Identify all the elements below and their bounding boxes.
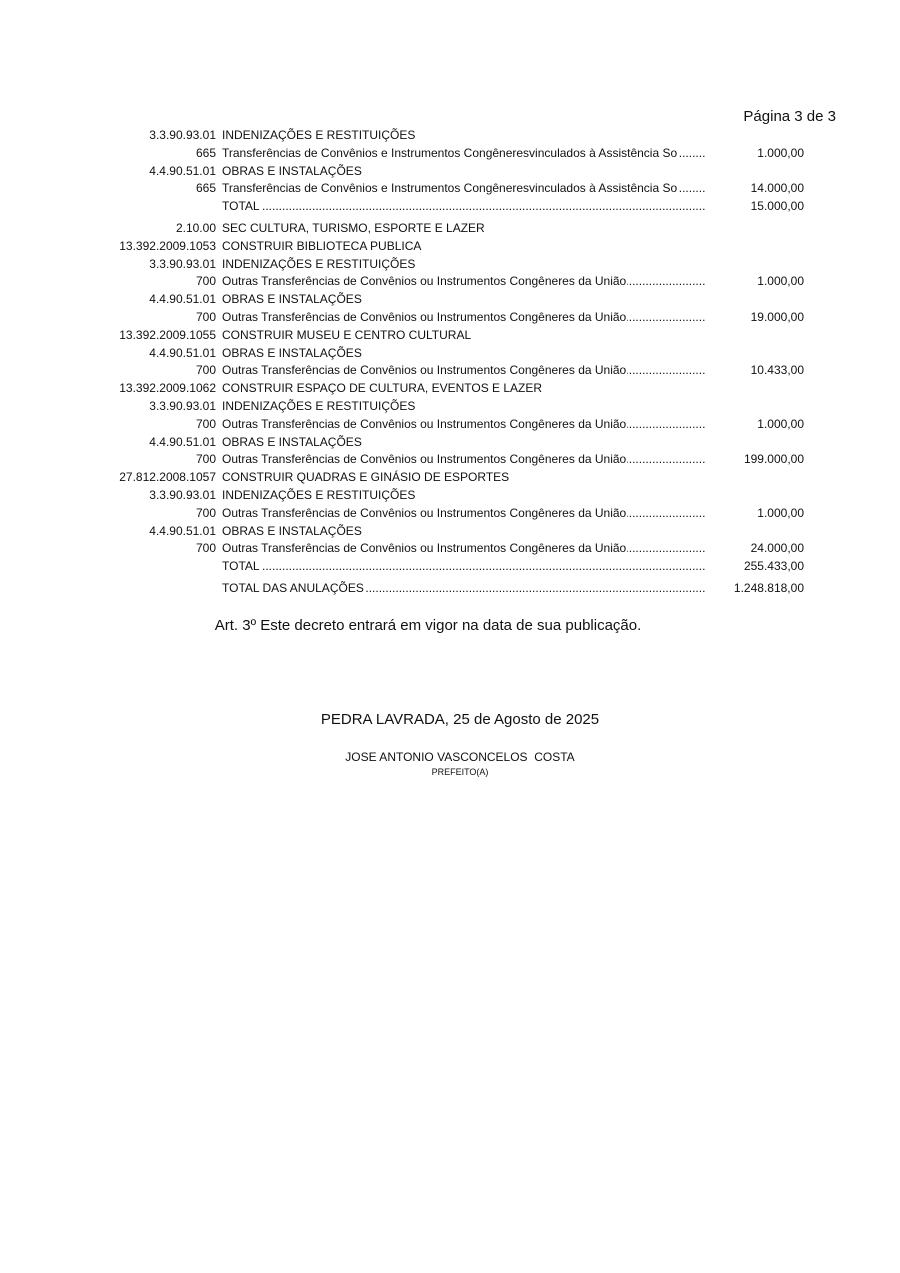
row-code: 4.4.90.51.01	[149, 292, 216, 307]
row-code: 4.4.90.51.01	[149, 523, 216, 538]
row-code: 13.392.2009.1053	[119, 238, 216, 253]
row-description: INDENIZAÇÕES E RESTITUIÇÕES	[222, 487, 416, 502]
row-description: INDENIZAÇÕES E RESTITUIÇÕES	[222, 128, 416, 142]
row-description: CONSTRUIR BIBLIOTECA PUBLICA	[222, 238, 422, 253]
row-value: 10.433,00	[750, 363, 804, 378]
page-number: Página 3 de 3	[743, 108, 836, 125]
table-row	[0, 451, 900, 469]
row-description: OBRAS E INSTALAÇÕES	[222, 163, 362, 178]
row-description: Outras Transferências de Convênios ou Instrumentos Congêneres da União .....	[222, 362, 706, 380]
row-code: 3.3.90.93.01	[149, 487, 216, 502]
table-row	[0, 273, 900, 291]
row-description: OBRAS E INSTALAÇÕES	[222, 523, 362, 538]
table-row	[0, 362, 900, 380]
row-description: Transferências de Convênios e Instrumentos Congêneresvinculados à Assistência So .....	[222, 145, 706, 163]
row-description: SEC CULTURA, TURISMO, ESPORTE E LAZER	[222, 220, 485, 235]
row-code: 27.812.2008.1057	[119, 470, 216, 485]
table-row	[0, 309, 900, 327]
row-value: 15.000,00	[750, 199, 804, 214]
row-description: INDENIZAÇÕES E RESTITUIÇÕES	[222, 256, 416, 271]
row-description: OBRAS E INSTALAÇÕES	[222, 292, 362, 307]
row-value: 1.000,00	[757, 274, 804, 289]
budget-table	[0, 127, 900, 598]
article-text: Art. 3º Este decreto entrará em vigor na data de sua publicação.	[214, 617, 642, 634]
row-value: 255.433,00	[743, 559, 804, 574]
row-value: 1.000,00	[757, 145, 804, 160]
table-row	[0, 238, 900, 256]
row-description: Outras Transferências de Convênios ou Instrumentos Congêneres da União .....	[222, 416, 706, 434]
table-row	[0, 127, 900, 145]
signer-name: JOSE ANTONIO VASCONCELOS COSTA	[345, 750, 575, 764]
row-description: Outras Transferências de Convênios ou Instrumentos Congêneres da União .....	[222, 540, 706, 558]
signer-role: PREFEITO(A)	[431, 767, 489, 777]
row-value: 1.248.818,00	[733, 580, 804, 595]
row-code: 665	[195, 181, 216, 196]
table-row	[0, 163, 900, 181]
table-row	[0, 380, 900, 398]
table-row	[0, 558, 900, 576]
row-description: INDENIZAÇÕES E RESTITUIÇÕES	[222, 398, 416, 413]
row-code: 13.392.2009.1062	[119, 381, 216, 396]
table-row	[0, 180, 900, 198]
table-row	[0, 345, 900, 363]
table-row	[0, 256, 900, 274]
row-description: OBRAS E INSTALAÇÕES	[222, 345, 362, 360]
row-value: 24.000,00	[750, 541, 804, 556]
row-code: 700	[195, 505, 216, 520]
row-code: 13.392.2009.1055	[119, 327, 216, 342]
table-row	[0, 505, 900, 523]
row-code: 3.3.90.93.01	[149, 398, 216, 413]
table-row	[0, 220, 900, 238]
row-code: 700	[195, 416, 216, 431]
row-description: Outras Transferências de Convênios ou Instrumentos Congêneres da União .....	[222, 309, 706, 327]
row-code: 3.3.90.93.01	[149, 128, 216, 142]
row-code: 4.4.90.51.01	[149, 434, 216, 449]
row-description: CONSTRUIR QUADRAS E GINÁSIO DE ESPORTES	[222, 470, 510, 485]
row-code: 2.10.00	[175, 220, 216, 235]
row-value: 19.000,00	[750, 309, 804, 324]
row-description: TOTAL .....	[222, 558, 706, 576]
row-value: 199.000,00	[743, 452, 804, 467]
place-date: PEDRA LAVRADA, 25 de Agosto de 2025	[320, 711, 600, 728]
table-row	[0, 398, 900, 416]
row-code: 700	[195, 541, 216, 556]
table-row	[0, 540, 900, 558]
row-value: 14.000,00	[750, 181, 804, 196]
row-description: Outras Transferências de Convênios ou Instrumentos Congêneres da União .....	[222, 273, 706, 291]
row-description: CONSTRUIR MUSEU E CENTRO CULTURAL	[222, 327, 472, 342]
row-description: OBRAS E INSTALAÇÕES	[222, 434, 362, 449]
row-code: 3.3.90.93.01	[149, 256, 216, 271]
row-description: TOTAL .....	[222, 198, 706, 216]
row-code: 700	[195, 274, 216, 289]
row-description: Transferências de Convênios e Instrumentos Congêneresvinculados à Assistência So .....	[222, 180, 706, 198]
table-row	[0, 580, 900, 598]
row-code: 4.4.90.51.01	[149, 345, 216, 360]
table-row	[0, 145, 900, 163]
row-description: Outras Transferências de Convênios ou Instrumentos Congêneres da União .....	[222, 505, 706, 523]
row-code: 4.4.90.51.01	[149, 163, 216, 178]
row-code: 700	[195, 309, 216, 324]
table-row	[0, 434, 900, 452]
row-description: Outras Transferências de Convênios ou Instrumentos Congêneres da União .....	[222, 451, 706, 469]
table-row	[0, 327, 900, 345]
row-description: CONSTRUIR ESPAÇO DE CULTURA, EVENTOS E LAZER	[222, 381, 543, 396]
table-row	[0, 487, 900, 505]
row-value: 1.000,00	[757, 416, 804, 431]
row-value: 1.000,00	[757, 505, 804, 520]
row-code: 700	[195, 363, 216, 378]
row-description: TOTAL DAS ANULAÇÕES .....	[222, 580, 706, 598]
table-row	[0, 198, 900, 216]
table-row	[0, 416, 900, 434]
row-code: 665	[195, 145, 216, 160]
table-row	[0, 291, 900, 309]
table-row	[0, 469, 900, 487]
table-row	[0, 523, 900, 541]
row-code: 700	[195, 452, 216, 467]
